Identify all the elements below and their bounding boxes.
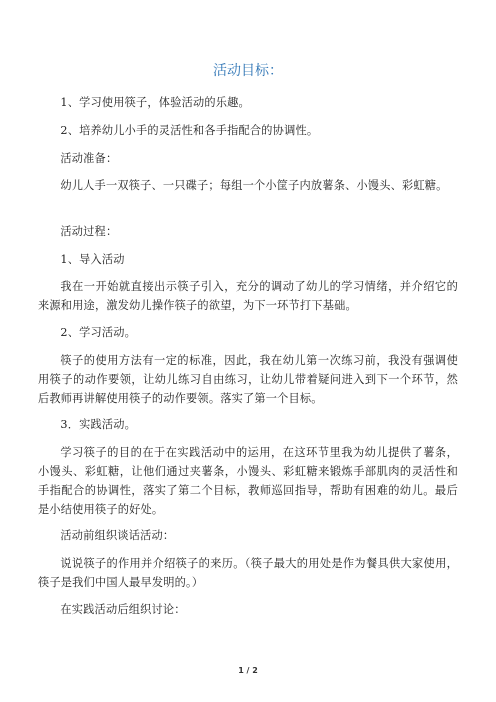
paragraph: 学习筷子的目的在于在实践活动中的运用，在这环节里我为幼儿提供了薯条，小馒头、彩虹糖，让他们通过夹薯条，小馒头、彩虹糖来锻炼手部肌肉的灵活性和手指配合的协调性，落实了第二个目标，教师巡回指导，帮助有困难的幼儿。最后是小结使用筷子的好处。 xyxy=(38,446,458,516)
paragraph: 我在一开始就直接出示筷子引入，充分的调动了幼儿的学习情绪，并介绍它的来源和用途，激发幼儿操作筷子的欲望，为下一环节打下基础。 xyxy=(38,280,458,312)
paragraph: 2、学习活动。 xyxy=(60,326,137,339)
paragraph: 1、学习使用筷子，体验活动的乐趣。 xyxy=(60,96,250,109)
section-title: 活动目标： xyxy=(213,63,283,79)
paragraph: 筷子的使用方法有一定的标准，因此，我在幼儿第一次练习前，我没有强调使用筷子的动作要领，让幼儿练习自由练习，让幼儿带着疑问进入到下一个环节，然后教师再讲解使用筷子的动作要领。落实了第一个目标。 xyxy=(38,354,458,405)
paragraph: 活动准备： xyxy=(60,152,118,165)
paragraph: 3．实践活动。 xyxy=(60,418,137,431)
paragraph: 幼儿人手一双筷子、一只碟子；每组一个小筐子内放薯条、小馒头、彩虹糖。 xyxy=(60,179,448,192)
paragraph: 2、培养幼儿小手的灵活性和各手指配合的协调性。 xyxy=(60,124,319,137)
paragraph: 活动过程： xyxy=(60,225,118,238)
page-indicator: 1 / 2 xyxy=(238,666,258,675)
paragraph: 1、导入活动 xyxy=(60,253,125,266)
paragraph: 说说筷子的作用并介绍筷子的来历。（筷子最大的用处是作为餐具供大家使用，筷子是我们中国人最早发明的。） xyxy=(38,557,458,589)
paragraph: 在实践活动后组织讨论： xyxy=(60,603,186,616)
paragraph: 活动前组织谈话活动： xyxy=(60,529,175,542)
